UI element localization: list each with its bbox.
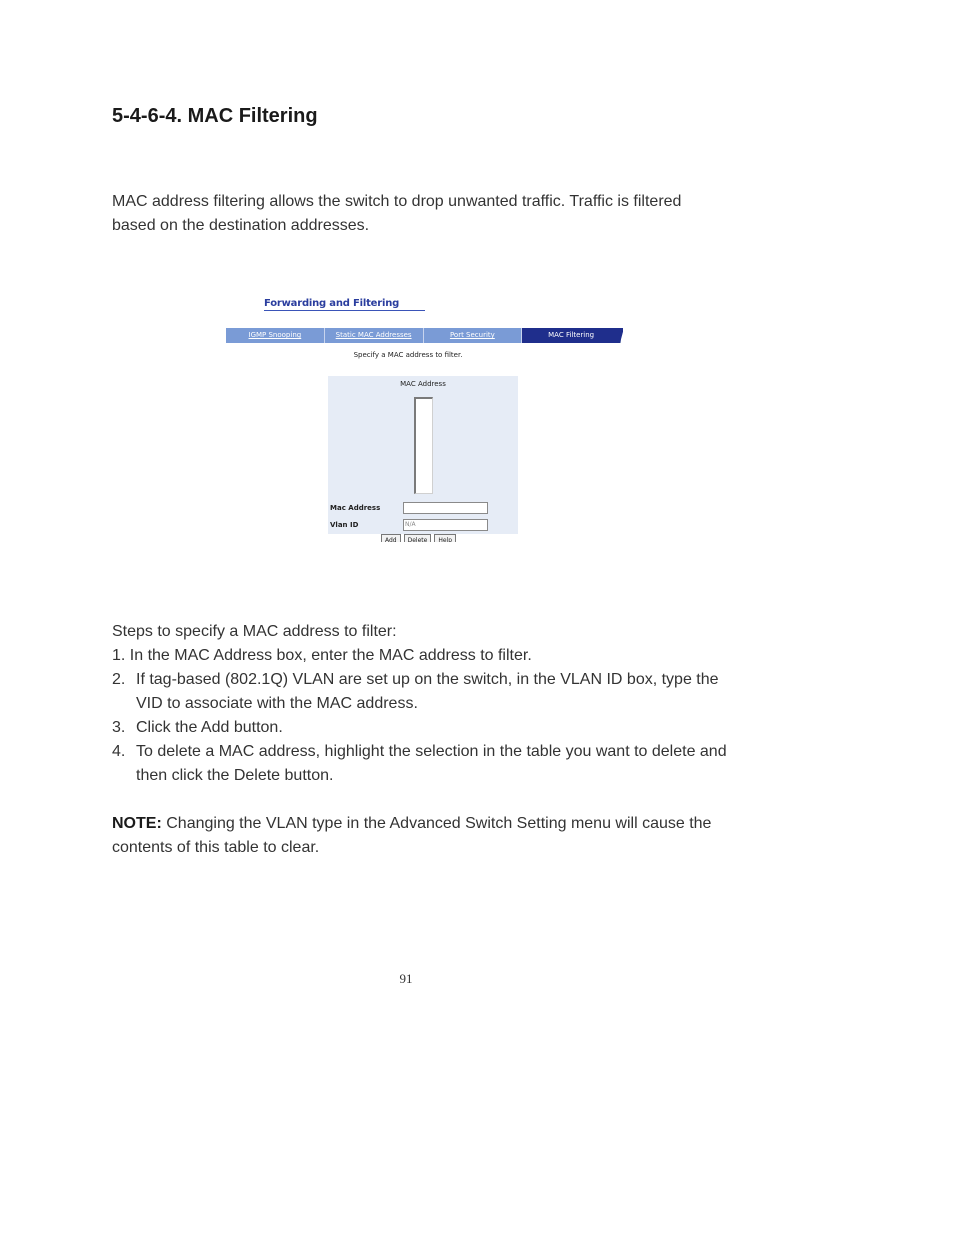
mac-filtering-screenshot [193,290,623,542]
step-item [112,668,732,716]
section-heading: 5-4-6-4. MAC Filtering [112,105,318,127]
step-number: 4. [112,743,126,760]
instruction-text: Specify a MAC address to filter. [353,351,463,359]
step-number: 2. [112,671,126,688]
mac-filter-panel [328,376,518,534]
tab-port-security[interactable]: Port Security [424,328,523,343]
mac-list-label: MAC Address [400,380,446,388]
vlan-id-input[interactable]: N/A [403,519,488,531]
step-number: 1. [112,647,126,664]
step-number: 3. [112,719,126,736]
steps-list [112,644,732,788]
note-text: Changing the VLAN type in the Advanced Switch Setting menu will cause the contents of this table to clear. [112,815,712,856]
note-label: NOTE: [112,815,162,832]
tab-static-mac-addresses[interactable]: Static MAC Addresses [325,328,424,343]
step-text: To delete a MAC address, highlight the selection in the table you want to delete and then click the Delete button. [136,743,727,784]
step-item [112,716,732,740]
step-text: Click the Add button. [136,719,283,736]
intro-paragraph: MAC address filtering allows the switch to drop unwanted traffic. Traffic is filtered based on the destination addresses. [112,193,682,234]
note-paragraph [112,812,712,860]
screenshot-title: Forwarding and Filtering [264,298,425,311]
step-text: In the MAC Address box, enter the MAC address to filter. [129,647,532,664]
add-button[interactable]: Add [381,534,401,542]
button-row [381,534,456,542]
tab-bar [226,328,621,343]
mac-address-label: Mac Address [330,504,381,512]
step-text: If tag-based (802.1Q) VLAN are set up on the switch, in the VLAN ID box, type the VID to associate with the MAC address. [136,671,719,712]
mac-address-listbox[interactable] [414,397,433,494]
help-button[interactable]: Help [434,534,456,542]
page-number: 91 [399,971,413,986]
mac-address-input[interactable] [403,502,488,514]
step-item [112,644,732,668]
steps-section [112,620,732,788]
delete-button[interactable]: Delete [404,534,432,542]
tab-igmp-snooping[interactable]: IGMP Snooping [226,328,325,343]
step-item [112,740,732,788]
tab-mac-filtering[interactable]: MAC Filtering [522,328,620,343]
steps-intro: Steps to specify a MAC address to filter: [112,623,397,640]
vlan-id-label: Vlan ID [330,521,359,529]
